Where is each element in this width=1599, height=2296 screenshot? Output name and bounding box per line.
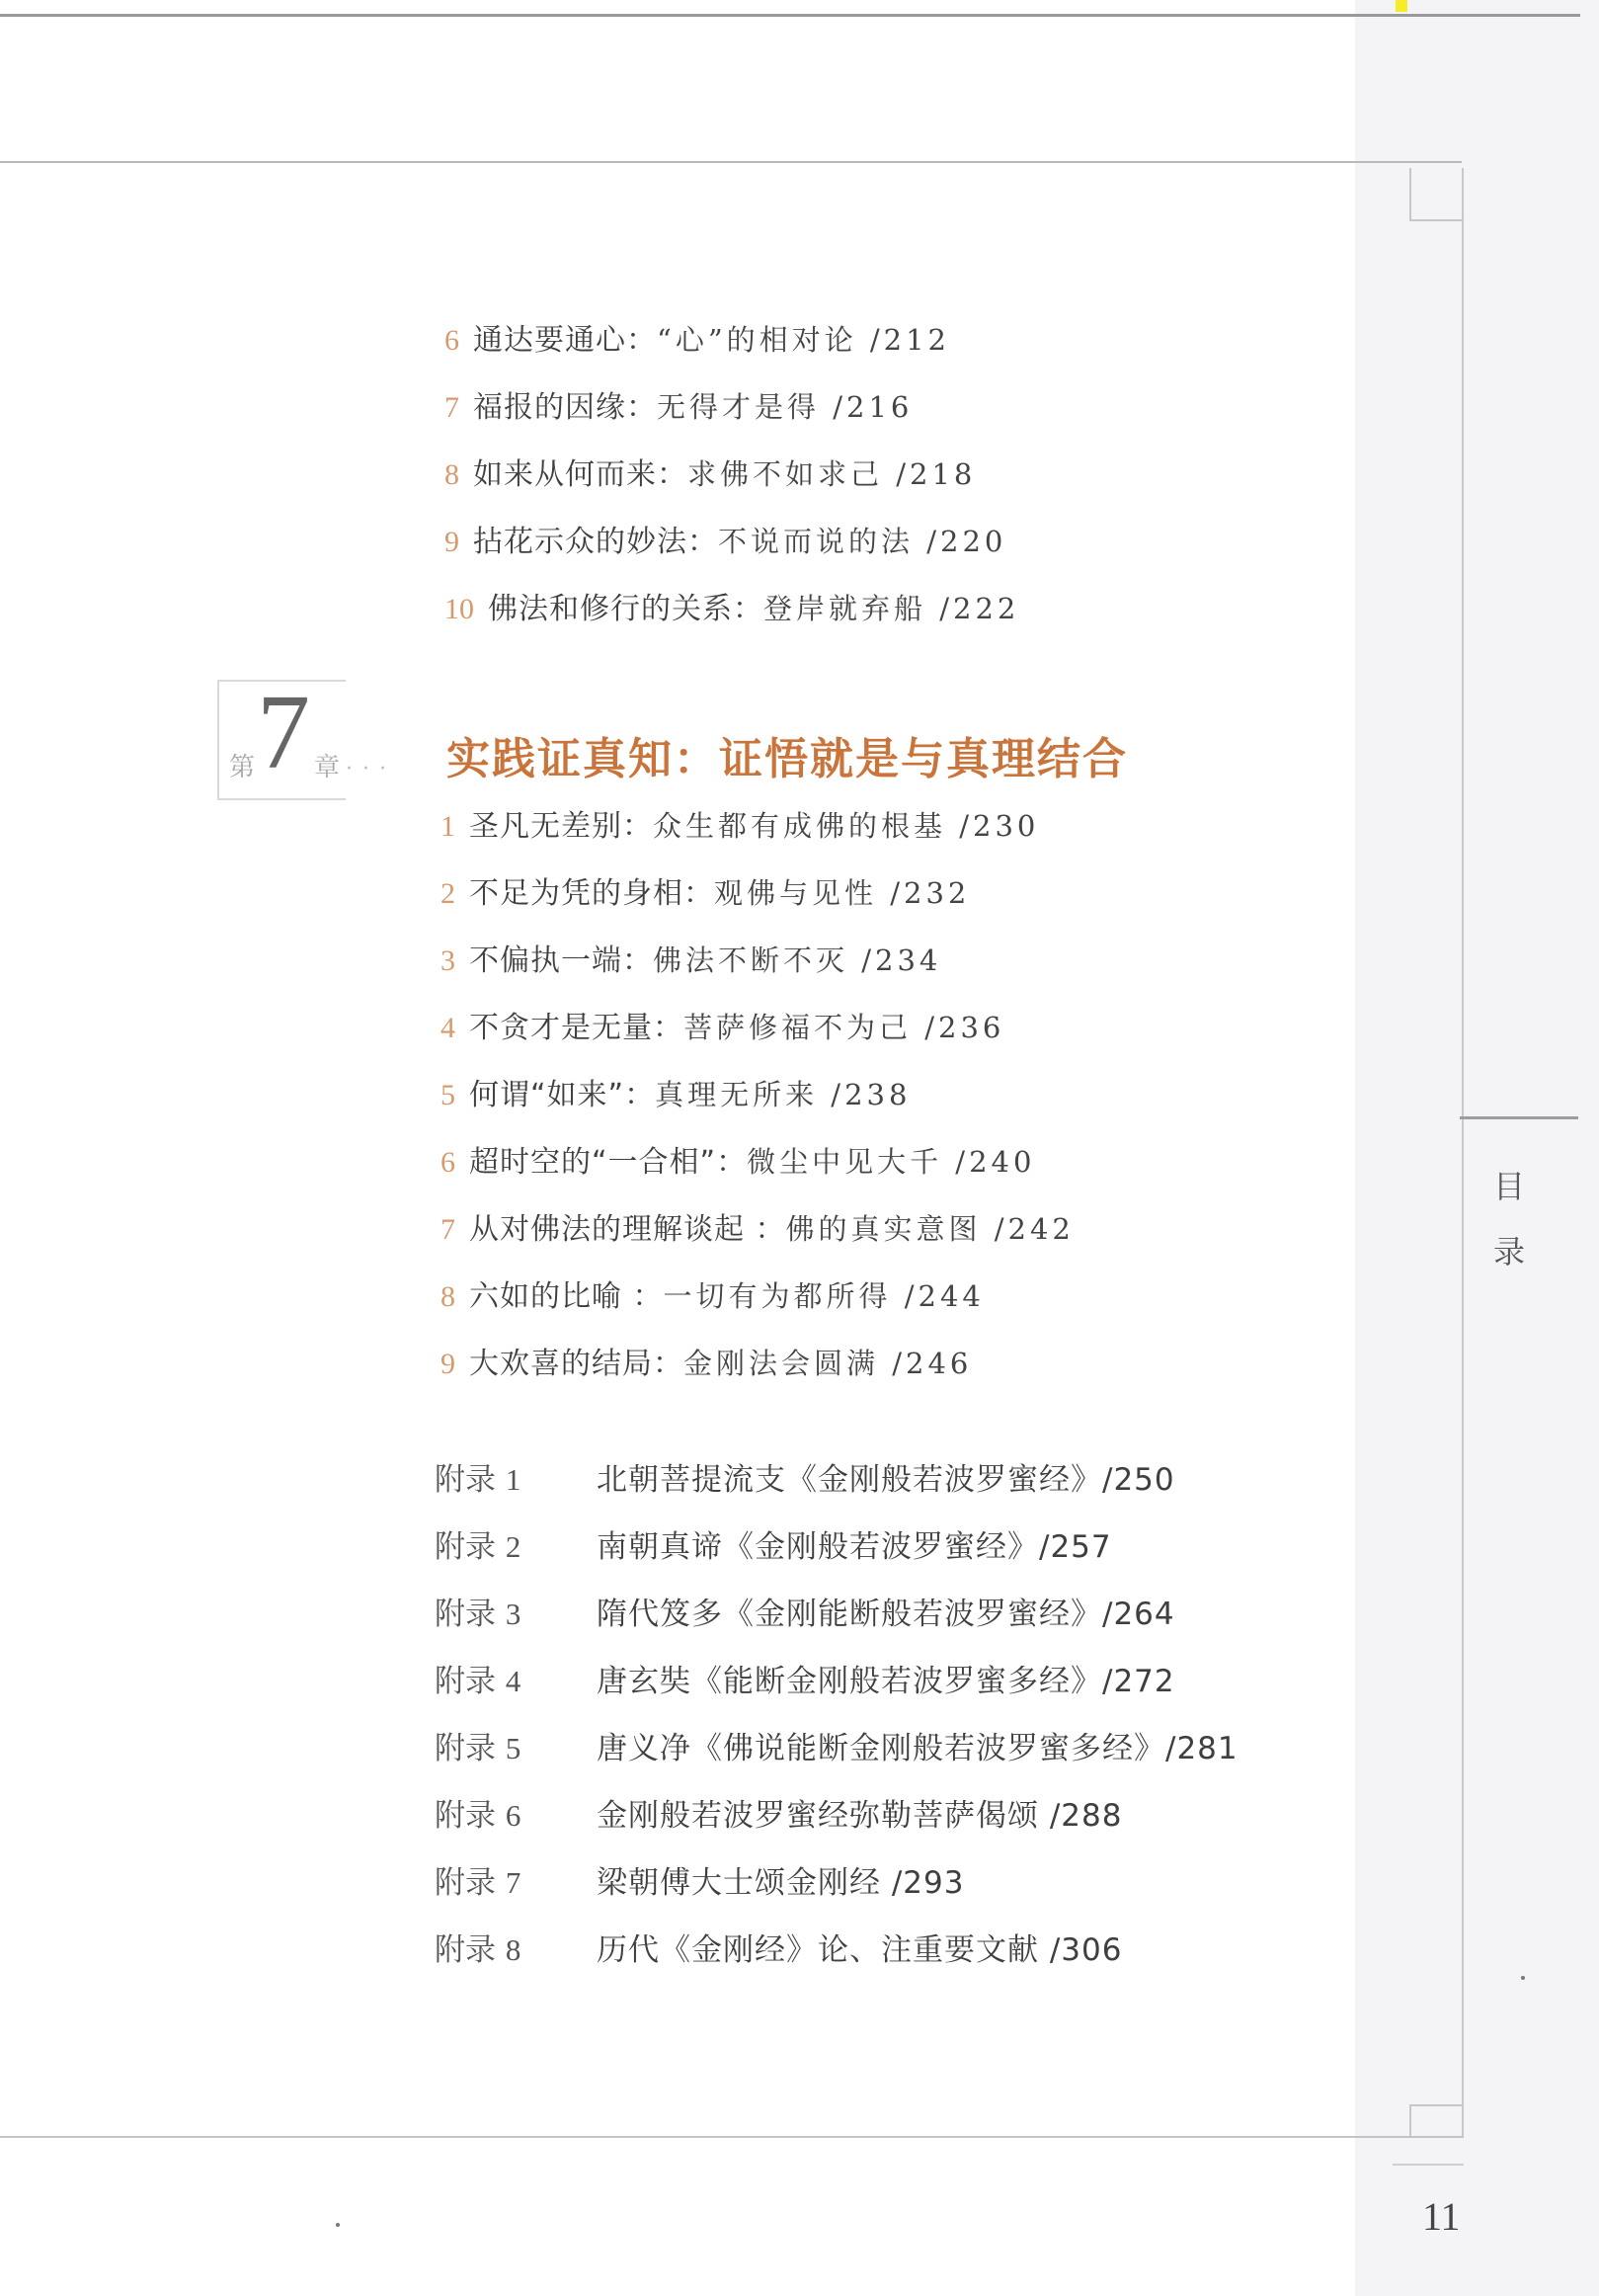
toc-entry[interactable] xyxy=(444,320,950,361)
chapter-marker xyxy=(217,674,396,800)
appendix-entry[interactable] xyxy=(435,1595,1175,1634)
entry-title: 六如的比喻 ： xyxy=(469,1279,664,1314)
appendix-title: 金刚般若波罗蜜经弥勒菩萨偈颂 /288 xyxy=(597,1798,1123,1834)
entry-title: 拈花示众的妙法： xyxy=(473,525,718,559)
appendix-label-text: 附录 xyxy=(435,1529,496,1565)
appendix-entry[interactable] xyxy=(435,1527,1112,1567)
appendix-title: 梁朝傅大士颂金刚经 /293 xyxy=(597,1865,965,1901)
appendix-label xyxy=(435,1527,597,1567)
appendix-title: 北朝菩提流支《金刚般若波罗蜜经》/250 xyxy=(597,1462,1175,1498)
chapter-number: 7 xyxy=(257,674,310,791)
page-edge-shadow xyxy=(1355,0,1599,2296)
side-tab-line2: 录 xyxy=(1492,1233,1525,1271)
scan-top-edge xyxy=(0,14,1580,17)
scan-marker xyxy=(1396,0,1407,12)
entry-number: 7 xyxy=(440,1213,455,1246)
toc-entry[interactable] xyxy=(440,873,970,914)
chapter-suffix: 章 xyxy=(314,753,341,782)
entry-subtitle: 无得才是得 /216 xyxy=(657,390,914,424)
entry-number: 10 xyxy=(444,593,474,625)
appendix-label-text: 附录 xyxy=(435,1597,496,1632)
scan-speck xyxy=(1521,1976,1525,1980)
appendix-entry[interactable] xyxy=(435,1796,1122,1836)
chapter-box-rule xyxy=(217,680,219,800)
entry-subtitle: 微尘中见大千 /240 xyxy=(747,1145,1036,1179)
entry-subtitle: 一切有为都所得 /244 xyxy=(663,1279,985,1313)
appendix-number: 5 xyxy=(505,1731,521,1765)
appendix-title: 南朝真谛《金刚般若波罗蜜经》/257 xyxy=(597,1529,1112,1565)
appendix-label-text: 附录 xyxy=(435,1664,496,1699)
entry-subtitle: 不说而说的法 /220 xyxy=(718,525,1007,558)
chapter-leader-dots: ··· xyxy=(346,757,396,781)
entry-title: 不偏执一端： xyxy=(469,943,653,978)
entry-number: 5 xyxy=(440,1079,455,1111)
entry-subtitle: 观佛与见性 /232 xyxy=(714,876,971,910)
appendix-number: 4 xyxy=(505,1664,521,1698)
appendix-number: 7 xyxy=(505,1865,521,1900)
frame-bottom-stub xyxy=(1393,2164,1464,2166)
entry-number: 6 xyxy=(444,324,459,357)
appendix-number: 6 xyxy=(505,1798,521,1833)
frame-top-rule xyxy=(0,161,1462,163)
appendix-title: 唐玄奘《能断金刚般若波罗蜜多经》/272 xyxy=(597,1664,1175,1699)
appendix-label-text: 附录 xyxy=(435,1462,496,1498)
toc-entry[interactable] xyxy=(440,1008,1004,1048)
entry-subtitle: 佛法不断不灭 /234 xyxy=(653,943,942,977)
appendix-title: 隋代笈多《金刚能断般若波罗蜜经》/264 xyxy=(597,1597,1175,1632)
appendix-entry[interactable] xyxy=(435,1460,1175,1500)
appendix-number: 2 xyxy=(505,1529,521,1564)
toc-entry[interactable] xyxy=(444,522,1006,562)
appendix-number: 3 xyxy=(505,1597,521,1631)
entry-number: 7 xyxy=(444,391,459,424)
page-number: 11 xyxy=(1422,2194,1461,2239)
entry-title: 不足为凭的身相： xyxy=(469,876,714,911)
appendix-title: 唐义净《佛说能断金刚般若波罗蜜多经》/281 xyxy=(597,1731,1239,1766)
appendix-entry[interactable] xyxy=(435,1729,1239,1768)
entry-title: 通达要通心： xyxy=(473,323,657,358)
appendix-entry[interactable] xyxy=(435,1863,964,1903)
side-tab-divider xyxy=(1462,1119,1464,1277)
appendix-title: 历代《金刚经》论、注重要文献 /306 xyxy=(597,1932,1123,1968)
entry-title: 圣凡无差别： xyxy=(469,809,653,844)
appendix-label xyxy=(435,1863,597,1903)
appendix-number: 1 xyxy=(505,1462,521,1497)
scan-speck xyxy=(336,2223,340,2227)
entry-title: 佛法和修行的关系： xyxy=(488,592,763,626)
entry-number: 1 xyxy=(440,810,455,843)
appendix-label xyxy=(435,1460,597,1500)
side-tab-line1: 目 xyxy=(1492,1168,1525,1205)
entry-subtitle: “心”的相对论 /212 xyxy=(657,323,950,357)
appendix-entry[interactable] xyxy=(435,1930,1122,1970)
entry-title: 超时空的“一合相”： xyxy=(469,1145,748,1180)
toc-entry[interactable] xyxy=(440,1276,985,1317)
entry-title: 不贪才是无量： xyxy=(469,1011,683,1045)
toc-entry[interactable] xyxy=(440,1344,972,1384)
entry-subtitle: 求佛不如求己 /218 xyxy=(687,457,977,491)
toc-entry[interactable] xyxy=(440,1075,911,1115)
entry-title: 大欢喜的结局： xyxy=(469,1347,683,1381)
entry-number: 4 xyxy=(440,1012,455,1044)
frame-corner-bottom xyxy=(1409,2104,1464,2136)
frame-bottom-rule xyxy=(0,2136,1464,2138)
entry-number: 3 xyxy=(440,944,455,977)
appendix-label-text: 附录 xyxy=(435,1731,496,1766)
toc-entry[interactable] xyxy=(440,806,1039,847)
appendix-label xyxy=(435,1595,597,1634)
appendix-number: 8 xyxy=(505,1932,521,1967)
chapter-box-rule xyxy=(217,798,346,800)
entry-subtitle: 众生都有成佛的根基 /230 xyxy=(653,809,1040,843)
entry-number: 2 xyxy=(440,877,455,910)
side-tab-label xyxy=(1489,1154,1529,1284)
entry-number: 9 xyxy=(440,1348,455,1380)
frame-corner-top xyxy=(1409,168,1464,221)
entry-subtitle: 真理无所来 /238 xyxy=(655,1078,912,1111)
appendix-label xyxy=(435,1729,597,1768)
entry-number: 9 xyxy=(444,526,459,558)
appendix-label xyxy=(435,1930,597,1970)
entry-title: 福报的因缘： xyxy=(473,390,657,425)
chapter-prefix: 第 xyxy=(229,753,256,782)
appendix-label-text: 附录 xyxy=(435,1865,496,1901)
toc-entry[interactable] xyxy=(440,1209,1075,1250)
entry-number: 8 xyxy=(444,458,459,491)
side-tab-rule xyxy=(1460,1116,1578,1119)
entry-number: 8 xyxy=(440,1280,455,1313)
entry-subtitle: 菩萨修福不为己 /236 xyxy=(683,1011,1005,1044)
appendix-entry[interactable] xyxy=(435,1662,1175,1701)
entry-subtitle: 登岸就弃船 /222 xyxy=(763,592,1020,625)
appendix-label xyxy=(435,1662,597,1701)
entry-title: 从对佛法的理解谈起 ： xyxy=(469,1212,786,1247)
toc-entry[interactable] xyxy=(444,454,976,495)
entry-subtitle: 佛的真实意图 /242 xyxy=(785,1212,1075,1246)
chapter-title[interactable]: 实践证真知：证悟就是与真理结合 xyxy=(446,734,1128,784)
entry-title: 如来从何而来： xyxy=(473,457,687,492)
toc-entry[interactable] xyxy=(444,387,913,428)
appendix-label-text: 附录 xyxy=(435,1798,496,1834)
appendix-label xyxy=(435,1796,597,1836)
appendix-label-text: 附录 xyxy=(435,1932,496,1968)
entry-subtitle: 金刚法会圆满 /246 xyxy=(683,1347,973,1380)
toc-entry[interactable] xyxy=(440,941,941,981)
toc-entry[interactable] xyxy=(444,589,1019,629)
entry-title: 何谓“如来”： xyxy=(469,1078,656,1112)
entry-number: 6 xyxy=(440,1146,455,1179)
toc-entry[interactable] xyxy=(440,1142,1035,1183)
